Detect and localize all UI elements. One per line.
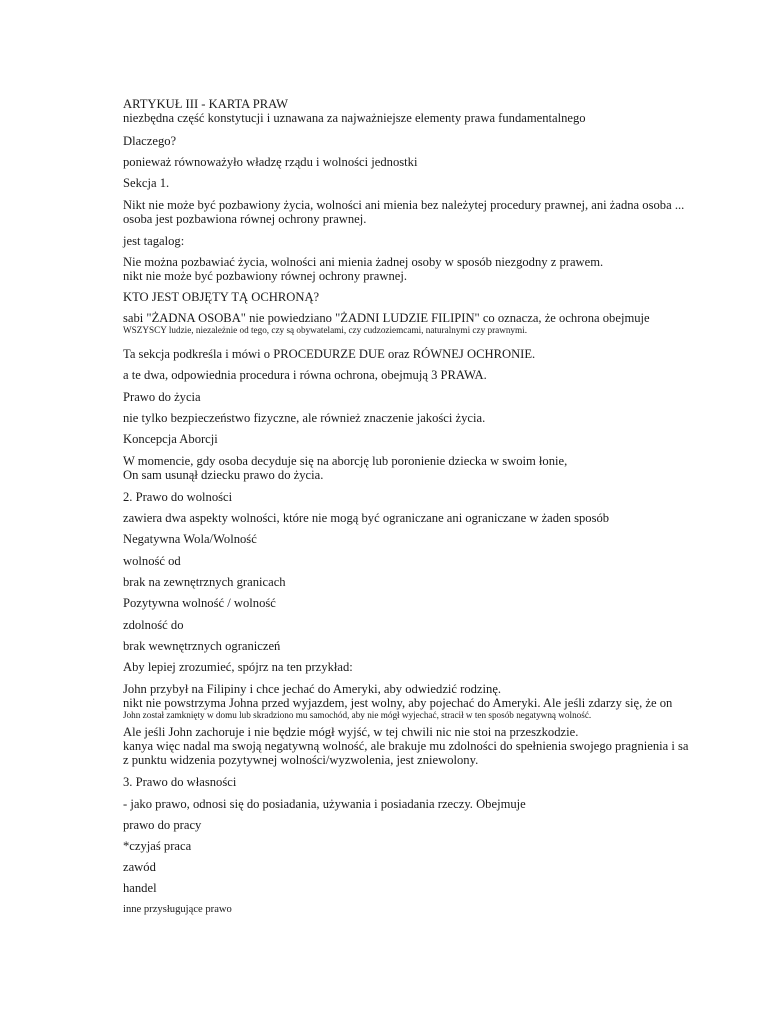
text-line: kanya więc nadal ma swoją negatywną wolność, ale brakuje mu zdolności do spełnienia swojego pragnienia i sa xyxy=(123,739,689,753)
text-line: brak wewnętrznych ograniczeń xyxy=(123,639,281,653)
text-line: sabi "ŻADNA OSOBA" nie powiedziano "ŻADNI LUDZIE FILIPIN" co oznacza, że ochrona obejmuje xyxy=(123,311,650,325)
text-line: brak na zewnętrznych granicach xyxy=(123,575,286,589)
text-line: nie tylko bezpieczeństwo fizyczne, ale również znaczenie jakości życia. xyxy=(123,411,486,425)
text-line: osoba jest pozbawiona równej ochrony prawnej. xyxy=(123,212,367,226)
text-line: zawód xyxy=(123,860,156,874)
text-line: prawo do pracy xyxy=(123,818,202,832)
section-heading: 2. Prawo do wolności xyxy=(123,490,233,504)
text-line: Aby lepiej zrozumieć, spójrz na ten przykład: xyxy=(123,660,353,674)
text-line: W momencie, gdy osoba decyduje się na aborcję lub poronienie dziecka w swoim łonie, xyxy=(123,454,568,468)
text-line: wolność od xyxy=(123,554,181,568)
text-line: Pozytywna wolność / wolność xyxy=(123,596,276,610)
text-line: nikt nie powstrzyma Johna przed wyjazdem, jest wolny, aby pojechać do Ameryki. Ale jeśli zdarzy się, że on xyxy=(123,696,673,710)
text-line-small: WSZYSCY ludzie, niezależnie od tego, czy są obywatelami, czy cudzoziemcami, naturalnymi czy prawnymi. xyxy=(123,325,528,335)
text-line: zawiera dwa aspekty wolności, które nie mogą być ograniczane ani ograniczane w żaden sposób xyxy=(123,511,610,525)
text-line: Nie można pozbawiać życia, wolności ani mienia żadnej osoby w sposób niezgodny z prawem. xyxy=(123,255,604,269)
text-line: - jako prawo, odnosi się do posiadania, używania i posiadania rzeczy. Obejmuje xyxy=(123,797,526,811)
text-line: *czyjaś praca xyxy=(123,839,192,853)
text-line: zdolność do xyxy=(123,618,184,632)
text-line: handel xyxy=(123,881,157,895)
text-line: ponieważ równoważyło władzę rządu i wolności jednostki xyxy=(123,155,418,169)
text-line: Ale jeśli John zachoruje i nie będzie mógł wyjść, w tej chwili nic nie stoi na przeszkodzie. xyxy=(123,725,579,739)
text-line: On sam usunął dziecku prawo do życia. xyxy=(123,468,324,482)
section-heading: KTO JEST OBJĘTY TĄ OCHRONĄ? xyxy=(123,290,320,304)
text-line: John przybył na Filipiny i chce jechać do Ameryki, aby odwiedzić rodzinę. xyxy=(123,682,502,696)
text-line: a te dwa, odpowiednia procedura i równa ochrona, obejmują 3 PRAWA. xyxy=(123,368,487,382)
document-title: ARTYKUŁ III - KARTA PRAW xyxy=(123,97,289,111)
section-heading: Koncepcja Aborcji xyxy=(123,432,218,446)
text-line: Ta sekcja podkreśla i mówi o PROCEDURZE DUE oraz RÓWNEJ OCHRONIE. xyxy=(123,347,536,361)
text-line-small: inne przysługujące prawo xyxy=(123,904,232,915)
section-heading: 3. Prawo do własności xyxy=(123,775,237,789)
section-heading: Sekcja 1. xyxy=(123,176,170,190)
text-line: Nikt nie może być pozbawiony życia, wolności ani mienia bez należytej procedury prawnej, ani żadna osoba ... xyxy=(123,198,685,212)
text-line: Dlaczego? xyxy=(123,134,177,148)
text-line: Negatywna Wola/Wolność xyxy=(123,532,257,546)
text-line: niezbędna część konstytucji i uznawana za najważniejsze elementy prawa fundamentalnego xyxy=(123,111,586,125)
text-line: nikt nie może być pozbawiony równej ochrony prawnej. xyxy=(123,269,407,283)
text-line: z punktu widzenia pozytywnej wolności/wyzwolenia, jest zniewolony. xyxy=(123,753,479,767)
text-line-small: John został zamknięty w domu lub skradziono mu samochód, aby nie mógł wyjechać, stracił w ten sposób negatywną wolność. xyxy=(123,710,592,720)
text-line: jest tagalog: xyxy=(123,234,185,248)
section-heading: Prawo do życia xyxy=(123,390,201,404)
